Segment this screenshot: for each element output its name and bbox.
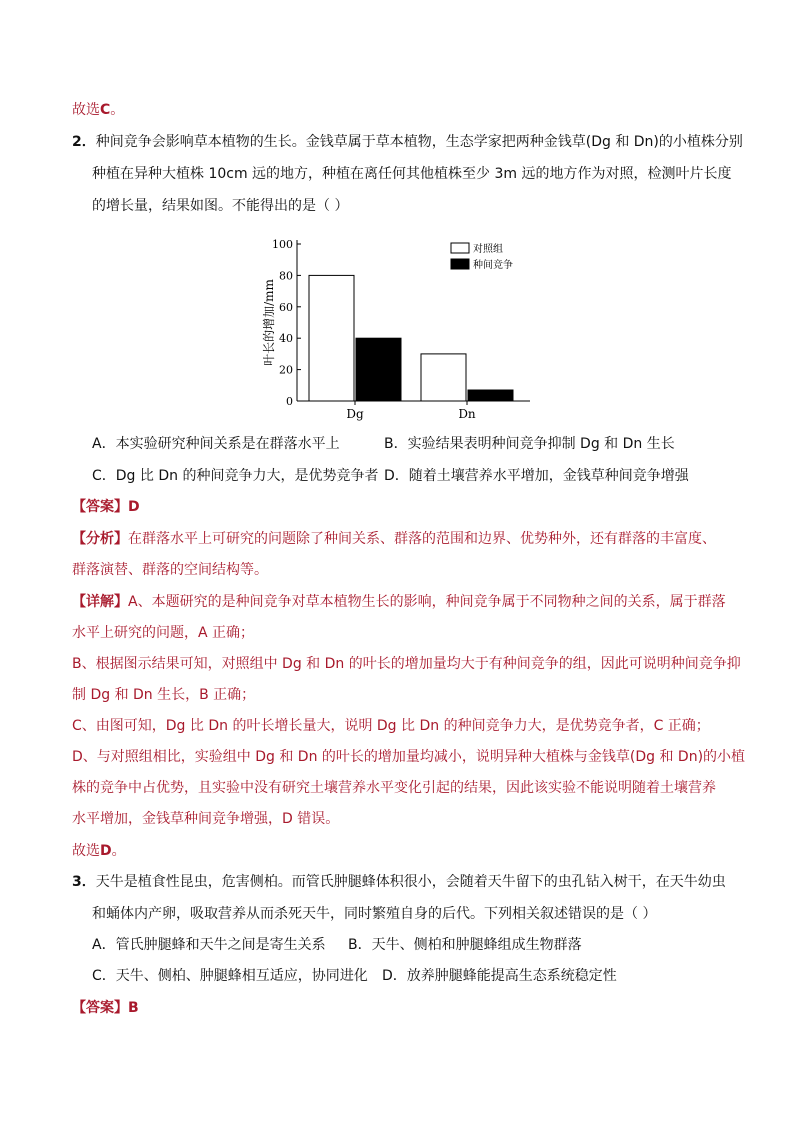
legend-swatch-control	[451, 243, 469, 253]
q3-answer-tag: 【答案】	[72, 1000, 128, 1016]
legend-label-control: 对照组	[473, 244, 503, 255]
q2-analysis-tag: 【分析】	[72, 531, 128, 547]
q3-option-a: A．管氏肿腿蜂和天牛之间是寄生关系	[92, 937, 326, 953]
prev-answer-text: 故选	[72, 102, 100, 118]
q2-analysis-line1	[72, 529, 716, 549]
q2-answer-tag: 【答案】	[72, 499, 128, 515]
q2-detail-b2: 制 Dg 和 Dn 生长，B 正确；	[72, 687, 256, 703]
q2-line1	[72, 132, 743, 152]
q2-detail-d3: 水平增加，金钱草种间竞争增强，D 错误。	[72, 811, 340, 827]
q2-detail-a-text-1: A、本题研究的是种间竞争对草本植物生长的影响，种间竞争属于不同物种之间的关系，属于群落	[128, 594, 726, 610]
q3-option-d: D．放养肿腿蜂能提高生态系统稳定性	[382, 968, 617, 984]
q3-option-c: C．天牛、侧柏、肿腿蜂相互适应，协同进化	[92, 968, 368, 984]
bar-chart	[255, 228, 545, 428]
q2-answer-line	[72, 497, 140, 517]
q2-final-letter: D	[100, 843, 112, 859]
y-tick-label: 80	[279, 269, 293, 283]
legend-label-competition: 种间竞争	[473, 260, 513, 271]
q2-number: 2．	[72, 134, 96, 150]
bar-dn-control	[421, 354, 466, 401]
q2-answer-value: D	[128, 499, 140, 515]
q2-analysis-line2: 群落演替、群落的空间结构等。	[72, 562, 268, 578]
q2-final-text: 故选	[72, 843, 100, 859]
prev-answer-end: 。	[110, 102, 125, 118]
y-axis-label: 叶长的增加/mm	[262, 279, 276, 366]
q3-answer-value: B	[128, 1000, 139, 1016]
bar-dg-control	[309, 275, 354, 401]
y-tick-label: 60	[279, 300, 293, 314]
q2-detail-line1	[72, 592, 726, 612]
x-tick-label-dg: Dg	[346, 407, 364, 421]
q2-detail-b1: B、根据图示结果可知，对照组中 Dg 和 Dn 的叶长的增加量均大于有种间竞争的组，因此可说明种间竞争抑	[72, 656, 741, 672]
y-tick-label: 100	[272, 238, 293, 251]
q2-final-line	[72, 841, 126, 861]
q2-detail-tag: 【详解】	[72, 594, 128, 610]
q2-detail-c1: C、由图可知，Dg 比 Dn 的叶长增长量大，说明 Dg 比 Dn 的种间竞争力大，是优势竞争者，C 正确；	[72, 718, 710, 734]
q3-option-b: B．天牛、侧柏和肿腿蜂组成生物群落	[348, 937, 582, 953]
y-tick-label: 40	[279, 332, 293, 346]
bar-dg-competition	[356, 338, 401, 401]
y-tick-label: 0	[286, 395, 293, 408]
bar-dn-competition	[468, 390, 513, 401]
bar-chart-svg	[255, 228, 545, 428]
q2-detail-d1: D、与对照组相比，实验组中 Dg 和 Dn 的叶长的增加量均减小，说明异种大植株与金钱草(Dg 和 Dn)的小植	[72, 749, 746, 765]
y-tick-label: 20	[279, 363, 293, 377]
q3-number: 3．	[72, 874, 96, 890]
q2-final-end: 。	[111, 843, 126, 859]
q3-answer-line	[72, 998, 139, 1018]
prev-answer-letter: C	[100, 102, 111, 118]
q2-option-c: C．Dg 比 Dn 的种间竞争力大，是优势竞争者	[92, 468, 379, 484]
q2-analysis-text-1: 在群落水平上可研究的问题除了种间关系、群落的范围和边界、优势种外，还有群落的丰富度、	[128, 531, 716, 547]
x-tick-label-dn: Dn	[458, 407, 476, 421]
q2-line2: 种植在异种大植株 10cm 远的地方，种植在离任何其他植株至少 3m 远的地方作为对照，检测叶片长度	[92, 166, 732, 182]
q2-line3: 的增长量，结果如图。不能得出的是（ ）	[92, 198, 349, 214]
q2-option-a: A．本实验研究种间关系是在群落水平上	[92, 436, 340, 452]
q2-option-b: B．实验结果表明种间竞争抑制 Dg 和 Dn 生长	[384, 436, 675, 452]
q3-line2: 和蛹体内产卵，吸取营养从而杀死天牛，同时繁殖自身的后代。下列相关叙述错误的是（ ）	[92, 906, 657, 922]
q2-option-d: D．随着土壤营养水平增加，金钱草种间竞争增强	[384, 468, 689, 484]
q2-detail-d2: 株的竞争中占优势，且实验中没有研究土壤营养水平变化引起的结果，因此该实验不能说明随着土壤营养	[72, 780, 716, 796]
previous-answer-line	[72, 100, 124, 120]
q3-line1	[72, 872, 726, 892]
q2-text-1: 种间竞争会影响草本植物的生长。金钱草属于草本植物，生态学家把两种金钱草(Dg 和 Dn)的小植株分别	[95, 134, 743, 150]
legend-swatch-competition	[451, 259, 469, 269]
q2-detail-a2: 水平上研究的问题，A 正确；	[72, 625, 255, 641]
q3-text-1: 天牛是植食性昆虫，危害侧柏。而管氏肿腿蜂体积很小，会随着天牛留下的虫孔钻入树干，在天牛幼虫	[95, 874, 726, 890]
